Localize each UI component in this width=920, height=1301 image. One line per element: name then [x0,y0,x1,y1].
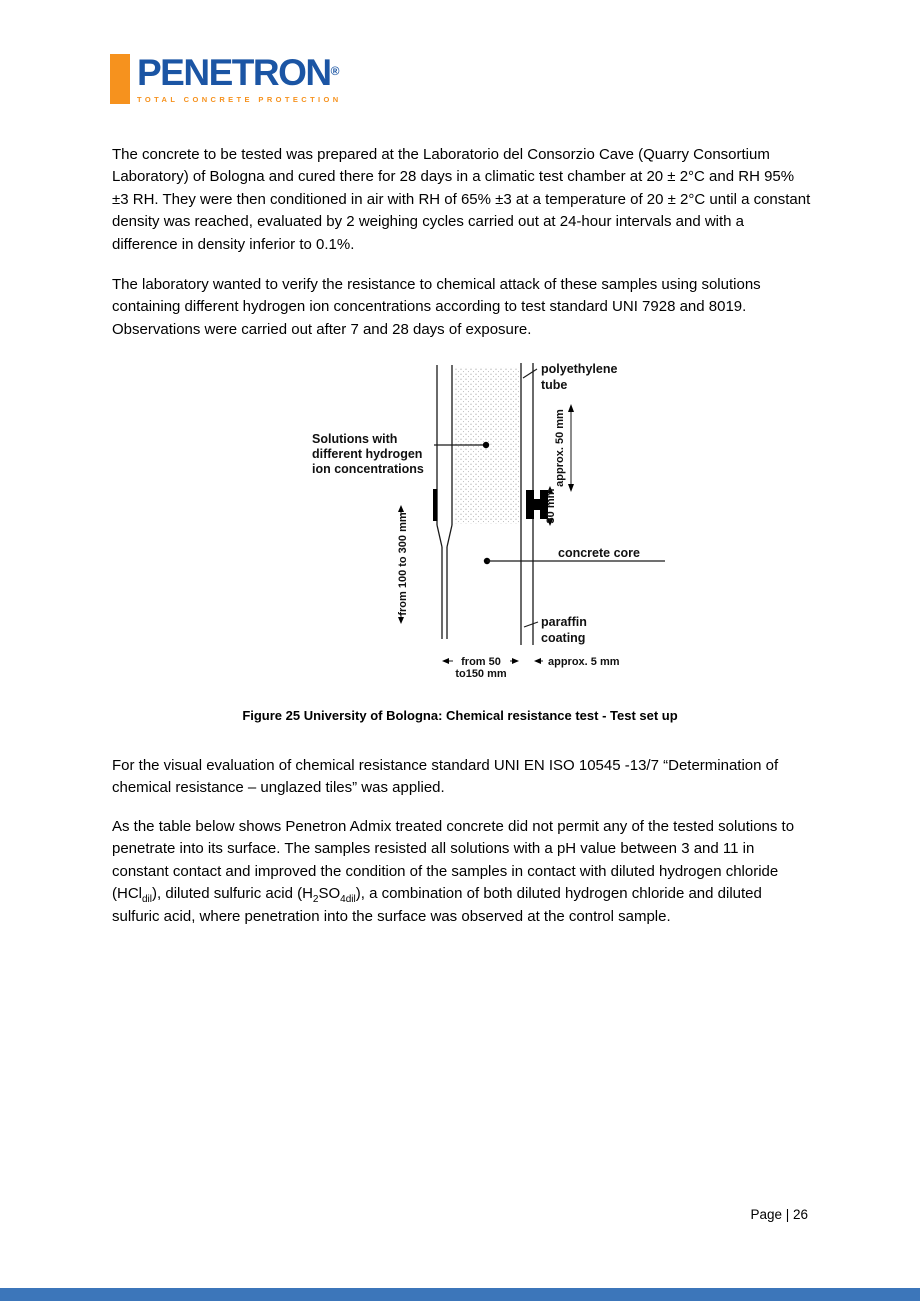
label-polyethylene-tube-2: tube [541,378,568,392]
polyethylene-pointer [523,369,537,378]
paragraph-concrete-preparation: The concrete to be tested was prepared at the Laboratorio del Consorzio Cave (Quarry Consortium Laboratory) of Bologna and cured there for 28 days in a climatic test chamber at 20 ± 2°C and RH 95% ±3 RH. They were then conditioned in air with RH of 65% ±3 at a temperature of 20 ± 2°C until a constant density was reached, evaluated by 2 weighing cycles carried out at 24-hour intervals and with a difference in density inferior to 0.1%. [112,146,811,253]
label-approx-5mm: approx. 5 mm [548,656,620,668]
label-concrete-core: concrete core [558,546,640,560]
p4-subscript-2: 2 [312,894,319,906]
label-from-50: from 50 [461,656,501,668]
p4-segment-4: ), a combination of both diluted hydrogen chloride and diluted sulfuric acid, where penetration into the surface was observed at the control sample. [112,885,762,925]
label-solutions-3: ion concentrations [312,462,424,476]
label-approx-50mm: approx. 50 mm [554,409,566,487]
logo-registered-mark: ® [330,64,340,78]
label-30mm: 30 mm [545,488,557,524]
label-paraffin-2: coating [541,631,586,645]
tube-graduation-mark [433,489,438,521]
logo-orange-bar-icon [110,54,130,104]
figure-caption: Figure 25 University of Bologna: Chemical resistance test - Test set up [242,708,678,723]
logo-tagline: TOTAL CONCRETE PROTECTION [137,95,342,104]
logo-brand-text: PENETRON [137,52,331,93]
paragraph-laboratory-verification: The laboratory wanted to verify the resistance to chemical attack of these samples using solutions containing different hydrogen ion concentrations according to test standard UNI 7928 and 8019. Observations were carried out after 7 and 28 days of exposure. [112,276,761,338]
label-solutions-2: different hydrogen [312,447,423,461]
label-paraffin-1: paraffin [541,615,587,629]
p4-segment-2: ), diluted sulfuric acid (H [152,885,313,903]
penetron-logo [110,54,342,104]
figure-25-diagram [0,358,920,688]
p4-subscript-dil-1: dil [142,894,153,906]
label-solutions-1: Solutions with [312,432,398,446]
p4-segment-3: SO [318,885,341,903]
label-polyethylene-tube: polyethylene [541,362,618,376]
dim-50mm [568,404,574,492]
paraffin-pointer [524,622,538,627]
left-tube [437,365,452,639]
test-setup-svg [0,358,920,688]
p4-subscript-4dil: 4dil [340,894,356,906]
paragraph-visual-evaluation: For the visual evaluation of chemical resistance standard UNI EN ISO 10545 -13/7 “Determination of chemical resistance – unglazed tiles” was applied. [112,757,779,797]
label-from-100-300mm: from 100 to 300 mm [397,512,409,616]
logo-brand-line [137,54,342,92]
page-number: Page | 26 [750,1207,808,1222]
footer-blue-bar [0,1288,920,1301]
paragraph-table-results [112,816,812,928]
p4-segment-1: As the table below shows Penetron Admix treated concrete did not permit any of the tested solutions to penetrate into its surface. The samples resisted all solutions with a pH value between 3 and 11 in constant contact and improved the condition of the samples in contact with diluted hydrogen chloride (HCl [112,818,795,903]
label-to-150mm: to150 mm [455,668,507,680]
logo-text-block [137,54,342,104]
